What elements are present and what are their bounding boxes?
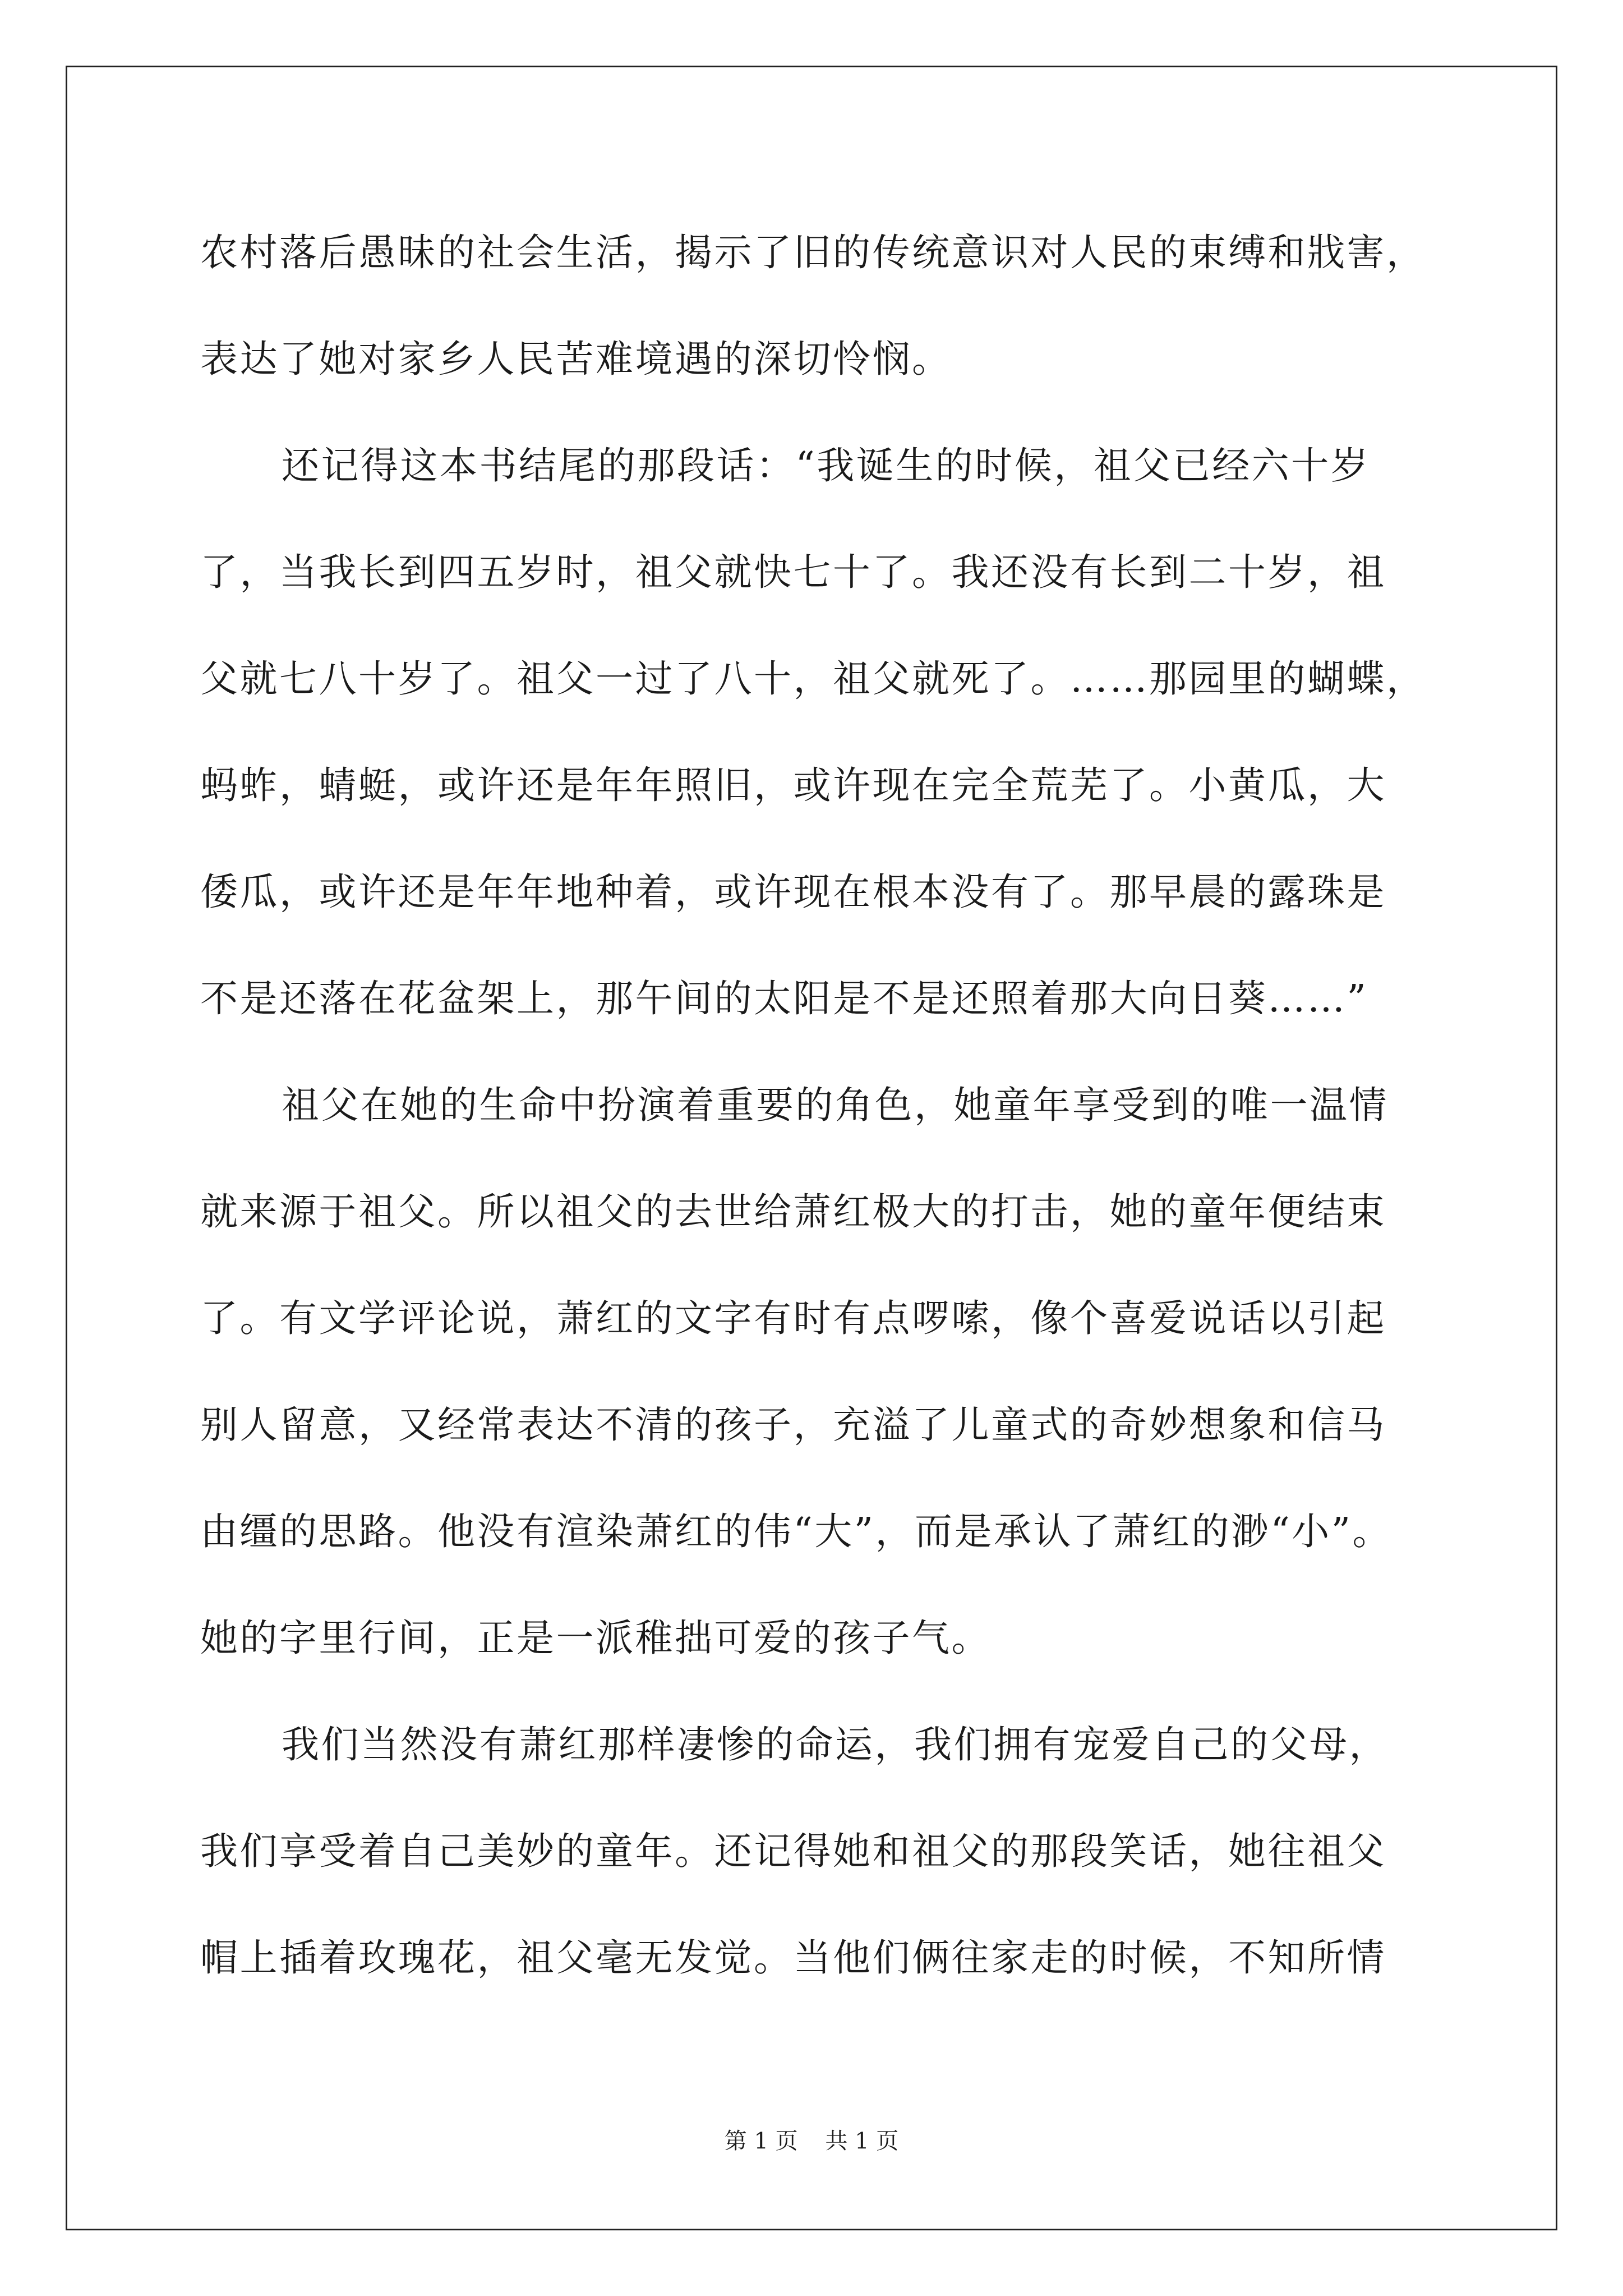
text-line: 倭瓜，或许还是年年地种着，或许现在根本没有了。那早晨的露珠是 bbox=[200, 870, 1386, 914]
text-line: 父就七八十岁了。祖父一过了八十，祖父就死了。……那园里的蝴蝶， bbox=[200, 657, 1426, 701]
text-line: 表达了她对家乡人民苦难境遇的深切怜悯。 bbox=[200, 337, 952, 381]
text-line: 由缰的思路。他没有渲染萧红的伟“大”，而是承认了萧红的渺“小”。 bbox=[200, 1510, 1393, 1553]
text-line: 帽上插着玫瑰花，祖父毫无发觉。当他们俩往家走的时候，不知所情 bbox=[200, 1936, 1386, 1980]
text-line: 了。有文学评论说，萧红的文字有时有点啰嗦，像个喜爱说话以引起 bbox=[200, 1296, 1386, 1340]
text-line: 她的字里行间，正是一派稚拙可爱的孩子气。 bbox=[200, 1616, 991, 1660]
text-line: 蚂蚱，蜻蜓，或许还是年年照旧，或许现在完全荒芜了。小黄瓜，大 bbox=[200, 763, 1386, 807]
text-line: 了，当我长到四五岁时，祖父就快七十了。我还没有长到二十岁，祖 bbox=[200, 550, 1386, 594]
paragraph-first-line: 祖父在她的生命中扮演着重要的角色，她童年享受到的唯一温情 bbox=[282, 1083, 1389, 1127]
text-line: 我们享受着自己美妙的童年。还记得她和祖父的那段笑话，她往祖父 bbox=[200, 1829, 1386, 1873]
page-total: 共 1 页 bbox=[825, 2128, 899, 2154]
text-line: 不是还落在花盆架上，那午间的太阳是不是还照着那大向日葵……” bbox=[200, 977, 1368, 1020]
page-footer bbox=[0, 2127, 1623, 2155]
paragraph-first-line: 我们当然没有萧红那样凄惨的命运，我们拥有宠爱自己的父母， bbox=[282, 1723, 1389, 1766]
page-number: 第 1 页 bbox=[724, 2128, 798, 2154]
text-line: 就来源于祖父。所以祖父的去世给萧红极大的打击，她的童年便结束 bbox=[200, 1190, 1386, 1234]
text-line: 农村落后愚昧的社会生活，揭示了旧的传统意识对人民的束缚和戕害， bbox=[200, 231, 1426, 274]
page-border bbox=[66, 66, 1557, 2230]
paragraph-first-line: 还记得这本书结尾的那段话：“我诞生的时候，祖父已经六十岁 bbox=[282, 444, 1371, 487]
text-line: 别人留意，又经常表达不清的孩子，充溢了儿童式的奇妙想象和信马 bbox=[200, 1403, 1386, 1447]
